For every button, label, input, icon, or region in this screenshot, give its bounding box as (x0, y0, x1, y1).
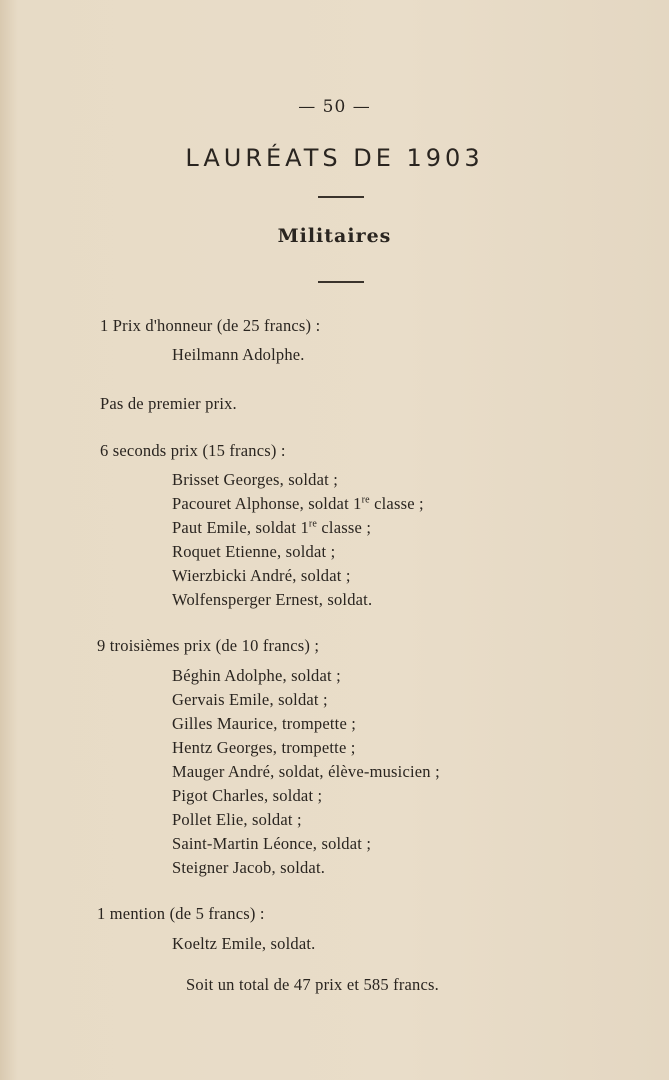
laureate-entry: Hentz Georges, trompette ; (172, 738, 356, 757)
laureate-entry: Gervais Emile, soldat ; (172, 690, 328, 709)
laureate-entry: Béghin Adolphe, soldat ; (172, 666, 341, 685)
laureate-entry: Mauger André, soldat, élève-musicien ; (172, 762, 440, 781)
laureate-entry: Saint-Martin Léonce, soldat ; (172, 834, 372, 853)
laureate-entry: Pigot Charles, soldat ; (172, 786, 323, 805)
laureate-entry: Koeltz Emile, soldat. (172, 934, 316, 953)
laureate-entry: Wierzbicki André, soldat ; (172, 566, 351, 585)
laureate-entry: Gilles Maurice, trompette ; (172, 714, 357, 733)
laureate-entry: Brisset Georges, soldat ; (172, 470, 339, 489)
page-title: LAURÉATS DE 1903 (185, 144, 484, 172)
prize-heading: 1 mention (de 5 francs) : (97, 904, 265, 923)
divider-top (318, 196, 364, 198)
prize-heading: 9 troisièmes prix (de 10 francs) ; (97, 636, 320, 655)
section-subtitle: Militaires (277, 225, 392, 247)
laureate-entry: Roquet Etienne, soldat ; (172, 542, 336, 561)
prize-heading: 6 seconds prix (15 francs) : (100, 441, 286, 460)
laureate-entry: Heilmann Adolphe. (172, 345, 305, 364)
laureate-entry: Paut Emile, soldat 1re classe ; (172, 518, 372, 537)
laureate-entry: Pacouret Alphonse, soldat 1re classe ; (172, 494, 424, 513)
laureate-entry: Steigner Jacob, soldat. (172, 858, 326, 877)
laureate-entry: Wolfensperger Ernest, soldat. (172, 590, 373, 609)
divider-bottom (318, 281, 364, 283)
prize-heading: 1 Prix d'honneur (de 25 francs) : (100, 316, 321, 335)
laureate-entry: Pollet Elie, soldat ; (172, 810, 302, 829)
page-number: — 50 — (298, 97, 371, 117)
prize-heading: Pas de premier prix. (100, 394, 237, 413)
prize-total: Soit un total de 47 prix et 585 francs. (186, 975, 439, 994)
